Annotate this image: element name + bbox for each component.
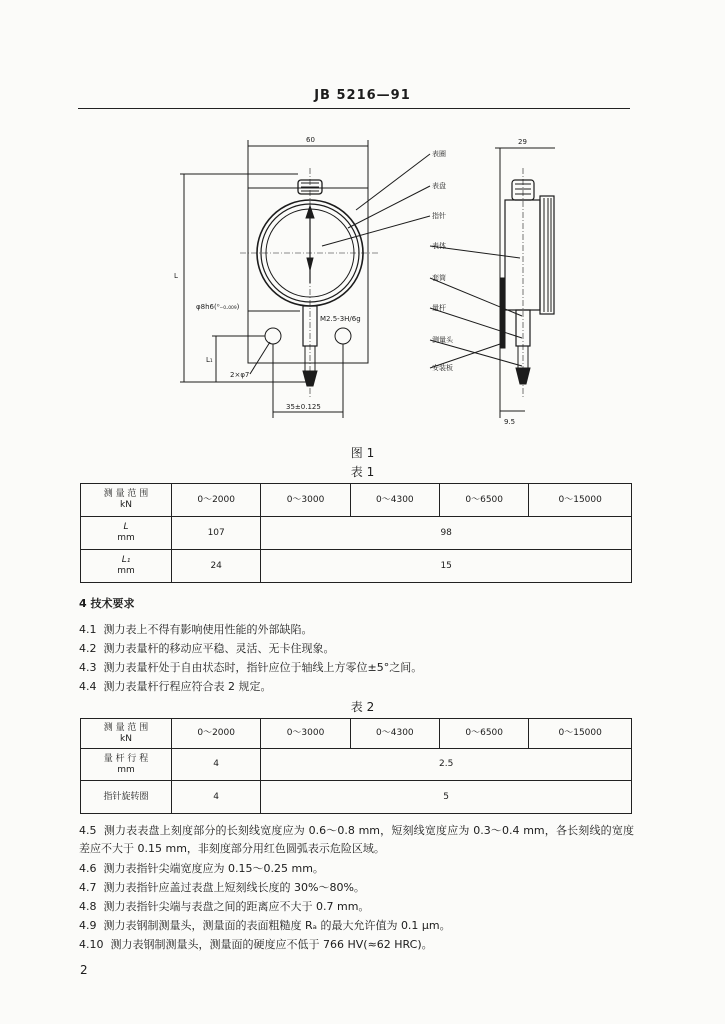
item-4-5-num: 4.5 bbox=[79, 824, 97, 837]
figure-caption: 图 1 bbox=[350, 446, 375, 460]
item-4-1-num: 4.1 bbox=[79, 623, 97, 636]
item-4-9 bbox=[79, 917, 451, 933]
table2-row2-label: 指针旋转圈 bbox=[81, 781, 172, 814]
item-4-3 bbox=[79, 659, 422, 675]
label-probe: 测量头 bbox=[432, 336, 453, 344]
table2-row1-label: 量 杆 行 程 bbox=[103, 753, 149, 764]
table1-row2-unit: mm bbox=[117, 566, 135, 576]
dim-L: L bbox=[174, 272, 178, 280]
item-4-6-num: 4.6 bbox=[79, 862, 97, 875]
item-4-10-num: 4.10 bbox=[79, 938, 104, 951]
table1-header-label: 测 量 范 围 bbox=[103, 489, 149, 499]
table2-range-1: 0～3000 bbox=[261, 719, 350, 749]
label-spindle: 量杆 bbox=[432, 304, 446, 312]
item-4-8-num: 4.8 bbox=[79, 900, 97, 913]
item-4-1-text: 测力表上不得有影响使用性能的外部缺陷。 bbox=[103, 623, 313, 636]
table2-title: 表 2 bbox=[350, 700, 375, 714]
table1-range-1: 0～3000 bbox=[261, 484, 350, 517]
label-sleeve: 套筒 bbox=[432, 274, 446, 282]
item-4-7 bbox=[79, 879, 365, 895]
figure-1-drawing bbox=[160, 128, 630, 428]
table-1 bbox=[80, 483, 632, 583]
item-4-4 bbox=[79, 678, 272, 694]
dim-spacing: 35±0.125 bbox=[286, 403, 321, 411]
page-number: 2 bbox=[80, 963, 88, 977]
table1-row1-label: L bbox=[123, 522, 129, 532]
table2-row2-first: 4 bbox=[172, 781, 261, 814]
dim-side-offset: 9.5 bbox=[504, 418, 516, 426]
table-2 bbox=[80, 718, 632, 814]
item-4-6 bbox=[79, 860, 324, 876]
dim-width: 60 bbox=[306, 136, 315, 144]
item-4-8 bbox=[79, 898, 369, 914]
table2-row1-unit: mm bbox=[117, 764, 135, 775]
item-4-6-text: 测力表指针尖端宽度应为 0.15～0.25 mm。 bbox=[103, 862, 324, 875]
item-4-8-text: 测力表指针尖端与表盘之间的距离应不大于 0.7 mm。 bbox=[103, 900, 370, 913]
item-4-2-num: 4.2 bbox=[79, 642, 97, 655]
dim-side-depth: 29 bbox=[518, 138, 527, 146]
table1-title: 表 1 bbox=[350, 465, 375, 479]
table1-range-4: 0～15000 bbox=[529, 484, 632, 517]
table1-row2-label-cell bbox=[81, 550, 172, 583]
standard-number-header: JB 5216—91 bbox=[314, 88, 411, 103]
table1-range-3: 0～6500 bbox=[440, 484, 529, 517]
item-4-3-num: 4.3 bbox=[79, 661, 97, 674]
item-4-2-text: 测力表量杆的移动应平稳、灵活、无卡住现象。 bbox=[103, 642, 335, 655]
table2-header-cell bbox=[81, 719, 172, 749]
table2-row2-rest: 5 bbox=[261, 781, 632, 814]
table1-row1-label-cell bbox=[81, 517, 172, 550]
item-4-7-text: 测力表指针应盖过表盘上短刻线长度的 30%～80%。 bbox=[103, 881, 365, 894]
dim-shaft: φ8h6(⁰₋₀.₀₀₉) bbox=[196, 303, 240, 311]
label-dial: 表盘 bbox=[432, 182, 446, 190]
table1-range-2: 0～4300 bbox=[350, 484, 439, 517]
table2-range-4: 0～15000 bbox=[529, 719, 632, 749]
table1-row1-unit: mm bbox=[117, 533, 135, 543]
table1-row1-rest: 98 bbox=[261, 517, 632, 550]
table2-range-3: 0～6500 bbox=[440, 719, 529, 749]
item-4-1 bbox=[79, 621, 313, 637]
table2-row1-rest: 2.5 bbox=[261, 749, 632, 781]
table1-row2-rest: 15 bbox=[261, 550, 632, 583]
label-pointer: 指针 bbox=[432, 212, 446, 220]
item-4-3-text: 测力表量杆处于自由状态时，指针应位于轴线上方零位±5°之间。 bbox=[103, 661, 423, 674]
item-4-9-num: 4.9 bbox=[79, 919, 97, 932]
dim-thread: M2.5-3H/6g bbox=[320, 315, 361, 323]
table1-header-cell bbox=[81, 484, 172, 517]
section-4-heading: 4 技术要求 bbox=[79, 597, 135, 610]
item-4-2 bbox=[79, 640, 335, 656]
table2-range-0: 0～2000 bbox=[172, 719, 261, 749]
table2-header-label: 测 量 范 围 bbox=[103, 722, 149, 733]
item-4-7-num: 4.7 bbox=[79, 881, 97, 894]
item-4-9-text: 测力表钢制测量头，测量面的表面粗糙度 Rₐ 的最大允许值为 0.1 μm。 bbox=[103, 919, 451, 932]
label-bezel: 表圈 bbox=[432, 150, 446, 158]
item-4-4-text: 测力表量杆行程应符合表 2 规定。 bbox=[103, 680, 272, 693]
item-4-4-num: 4.4 bbox=[79, 680, 97, 693]
label-body: 表体 bbox=[432, 242, 446, 250]
item-4-10 bbox=[79, 936, 433, 952]
header-rule bbox=[78, 108, 630, 109]
table1-range-0: 0～2000 bbox=[172, 484, 261, 517]
item-4-5 bbox=[79, 822, 634, 858]
item-4-10-text: 测力表钢制测量头，测量面的硬度应不低于 766 HV(≈62 HRC)。 bbox=[110, 938, 433, 951]
label-mounting-plate: 安装板 bbox=[432, 364, 453, 372]
table2-header-unit: kN bbox=[120, 733, 132, 744]
item-4-5-text: 测力表表盘上刻度部分的长刻线宽度应为 0.6～0.8 mm，短刻线宽度应为 0.3～0.4 mm，各长刻线的宽度差应不大于 0.15 mm，非刻度部分用红色圆弧表示危险区域。 bbox=[79, 824, 634, 855]
table2-range-2: 0～4300 bbox=[350, 719, 439, 749]
side-view-body bbox=[505, 200, 540, 310]
table1-row1-first: 107 bbox=[172, 517, 261, 550]
table1-row2-label: L₁ bbox=[121, 555, 131, 565]
dim-L1: L₁ bbox=[206, 356, 213, 364]
table2-row1-first: 4 bbox=[172, 749, 261, 781]
dim-holes: 2×φ7 bbox=[230, 371, 250, 379]
table2-row1-label-cell bbox=[81, 749, 172, 781]
table1-header-unit: kN bbox=[120, 500, 132, 510]
table1-row2-first: 24 bbox=[172, 550, 261, 583]
